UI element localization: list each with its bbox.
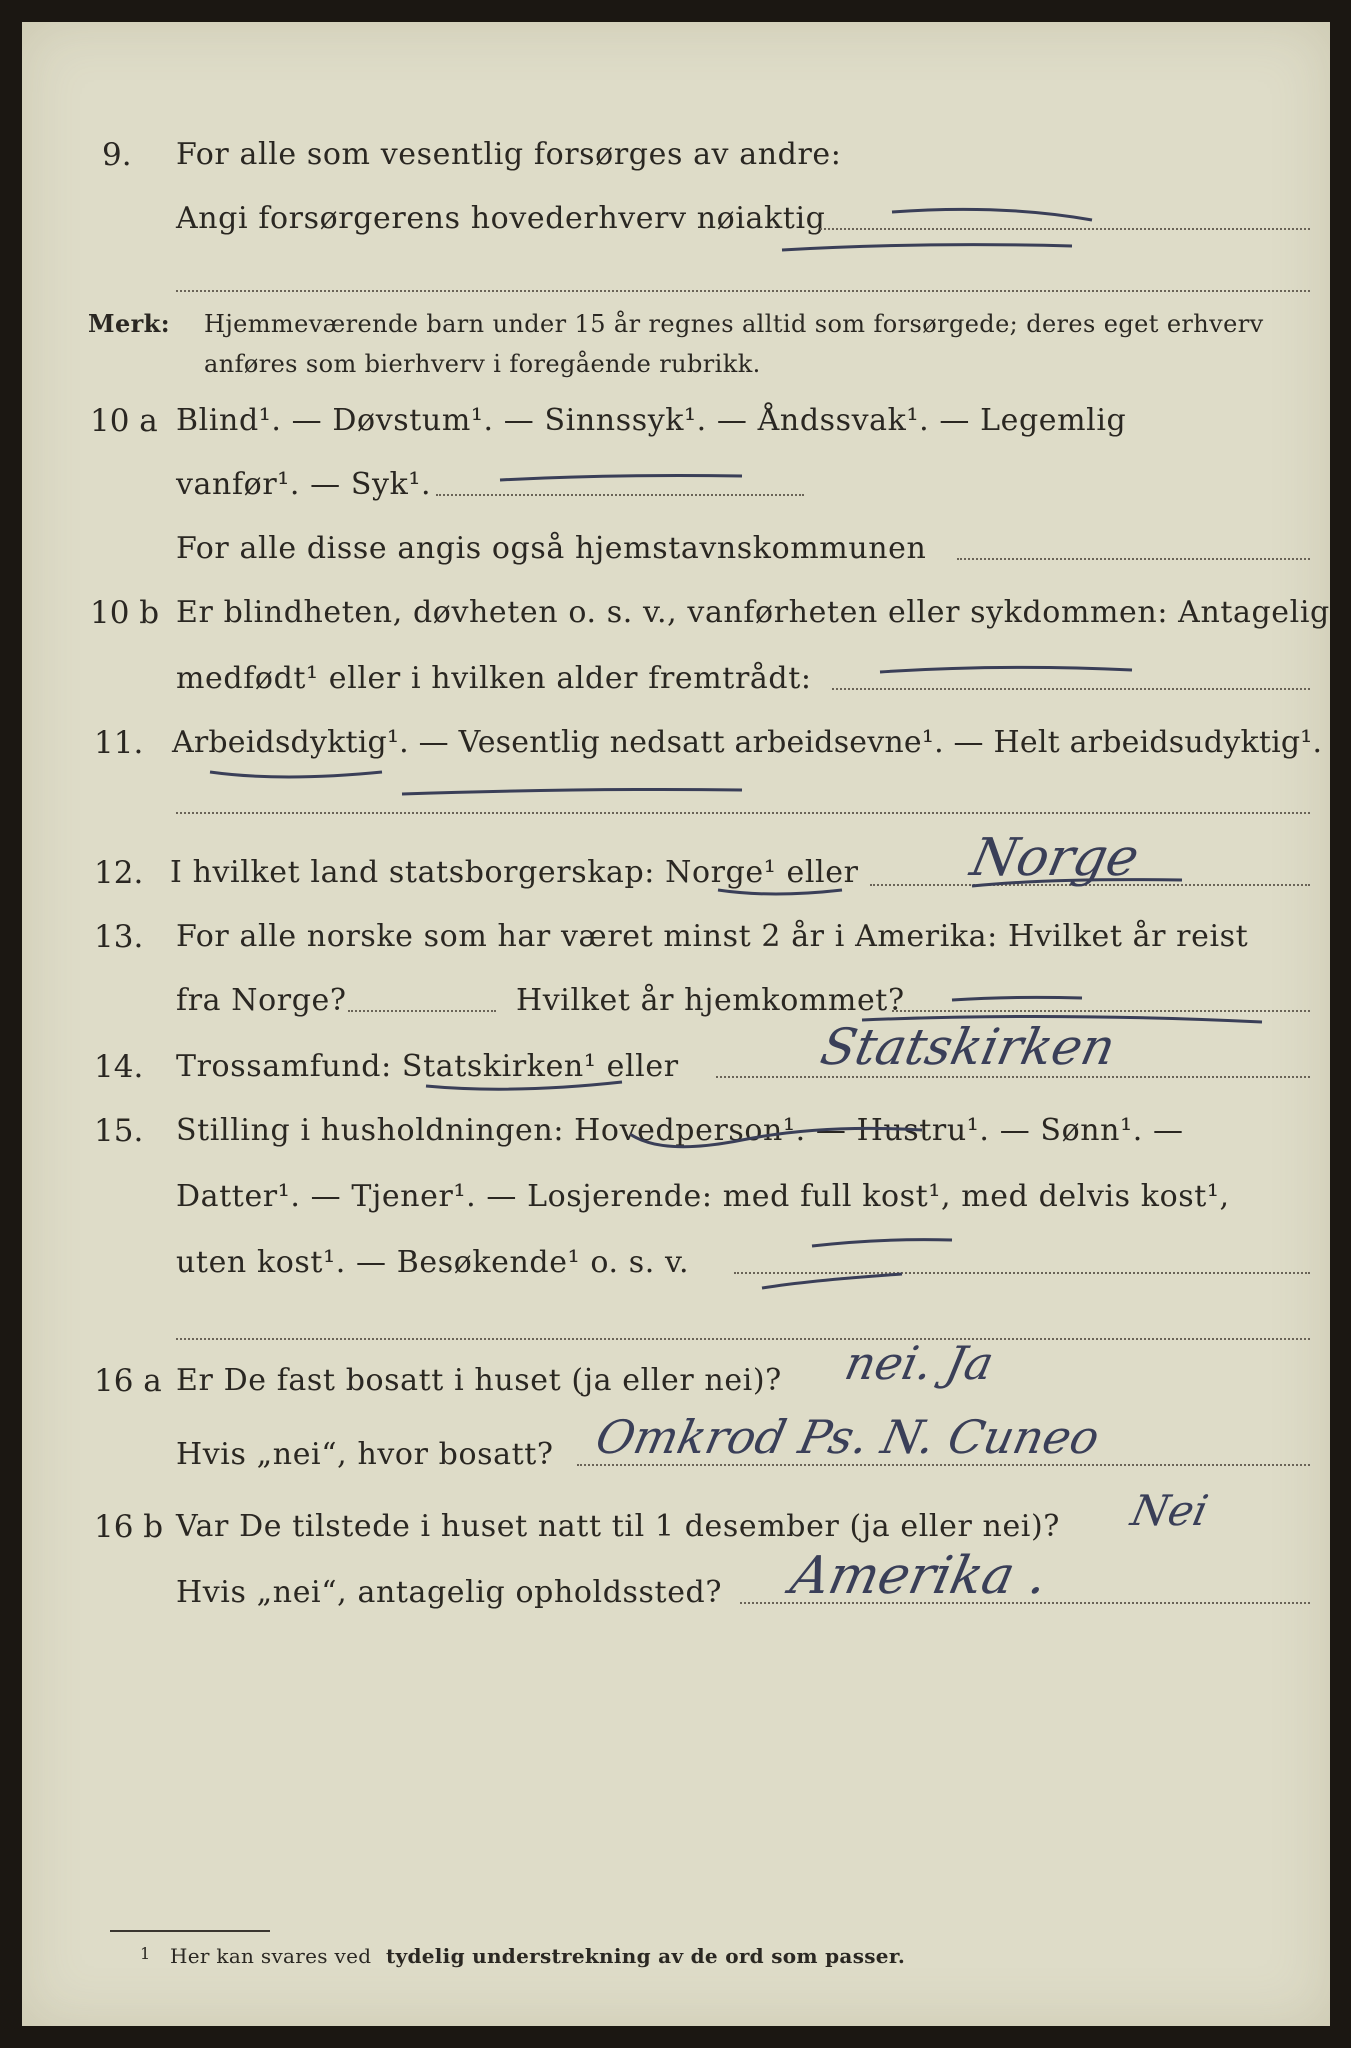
q16a-answer2: Omkrod Ps. N. Cuneo [591,1410,1105,1464]
q9-line2: Angi forsørgerens hovederhverv nøiaktig [176,201,826,236]
merk-label: Merk: [88,309,170,338]
q15-extra-line [176,1338,1310,1340]
q9-dash-mark [882,202,1122,282]
q16a-answer1: nei. Ja [840,1336,999,1390]
q14-underline-mark [422,1076,672,1106]
footnote-text-b: tydelig understrekning av de ord som passer. [386,1944,906,1968]
q13-line2b: Hvilket år hjemkommet? [516,983,905,1018]
q16a-line2: Hvis „nei“, hvor bosatt? [176,1437,554,1472]
q10b-line1: Er blindheten, døvheten o. s. v., vanførheten eller sykdommen: Antagelig [176,595,1330,630]
item-number-12: 12. [94,855,144,891]
q13-reist-line [348,1010,496,1012]
q11-underline-mark [202,758,762,808]
q15-line3: uten kost¹. — Besøkende¹ o. s. v. [176,1245,690,1280]
merk-line1: Hjemmeværende barn under 15 år regnes alltid som forsørgede; deres eget erhverv [204,310,1264,338]
item-number-16a: 16 a [94,1363,162,1399]
item-number-16b: 16 b [94,1509,164,1545]
item-number-11: 11. [94,725,144,761]
q14-answer: Statskirken [815,1018,1121,1076]
footnote-rule [110,1930,270,1932]
q16b-line2: Hvis „nei“, antagelig opholdssted? [176,1575,723,1610]
q15-strike-mark [622,1126,922,1166]
merk-line2: anføres som bierhverv i foregående rubrikk. [204,350,761,378]
q9-extra-line [176,290,1310,292]
q10a-line3: For alle disse angis også hjemstavnskommunen [176,531,927,566]
q16a-line1: Er De fast bosatt i huset (ja eller nei)? [176,1363,782,1398]
q12-answer: Norge [965,828,1145,888]
footnote-mark: 1 [140,1944,151,1963]
q13-line2a: fra Norge? [176,983,347,1018]
q16b-answer2: Amerika . [785,1546,1054,1606]
q16b-line1: Var De tilstede i huset natt til 1 desember (ja eller nei)? [176,1509,1060,1544]
item-number-10b: 10 b [90,595,160,631]
q14-answer-line [716,1076,1310,1078]
q10a-dash-mark [492,466,752,496]
footnote-text-a: Her kan svares ved [170,1944,372,1968]
q12-underline-mark [712,882,1192,912]
q12-line1: I hvilket land statsborgerskap: Norge¹ eller [170,855,859,890]
q10a-line1: Blind¹. — Døvstum¹. — Sinnssyk¹. — Åndssvak¹. — Legemlig [176,403,1127,438]
q10a-hjemstavn-line [957,558,1310,560]
q10a-line2: vanfør¹. — Syk¹. [176,467,432,502]
q13-line1: For alle norske som har været minst 2 år i Amerika: Hvilket år reist [176,919,1249,954]
q16a-bosatt-line [577,1464,1310,1466]
item-number-9: 9. [102,137,132,173]
item-number-13: 13. [94,919,144,955]
q9-line1: For alle som vesentlig forsørges av andre: [176,137,842,172]
q10b-answer-line [832,688,1310,690]
q11-extra-line [176,812,1310,814]
q16b-answer1: Nei [1126,1486,1213,1535]
census-form-page [22,22,1330,2026]
q11-line1: Arbeidsdyktig¹. — Vesentlig nedsatt arbeidsevne¹. — Helt arbeidsudyktig¹. [172,725,1323,760]
q15-dash-mark [752,1236,972,1306]
q15-line1: Stilling i husholdningen: Hovedperson¹. — Hustru¹. — Sønn¹. — [176,1113,1184,1148]
item-number-10a: 10 a [90,403,158,439]
q10b-line2: medfødt¹ eller i hvilken alder fremtrådt: [176,661,812,696]
item-number-14: 14. [94,1049,144,1085]
item-number-15: 15. [94,1113,144,1149]
q10b-dash-mark [872,658,1152,688]
q14-line1: Trossamfund: Statskirken¹ eller [176,1049,679,1084]
q15-line2: Datter¹. — Tjener¹. — Losjerende: med full kost¹, med delvis kost¹, [176,1179,1230,1214]
